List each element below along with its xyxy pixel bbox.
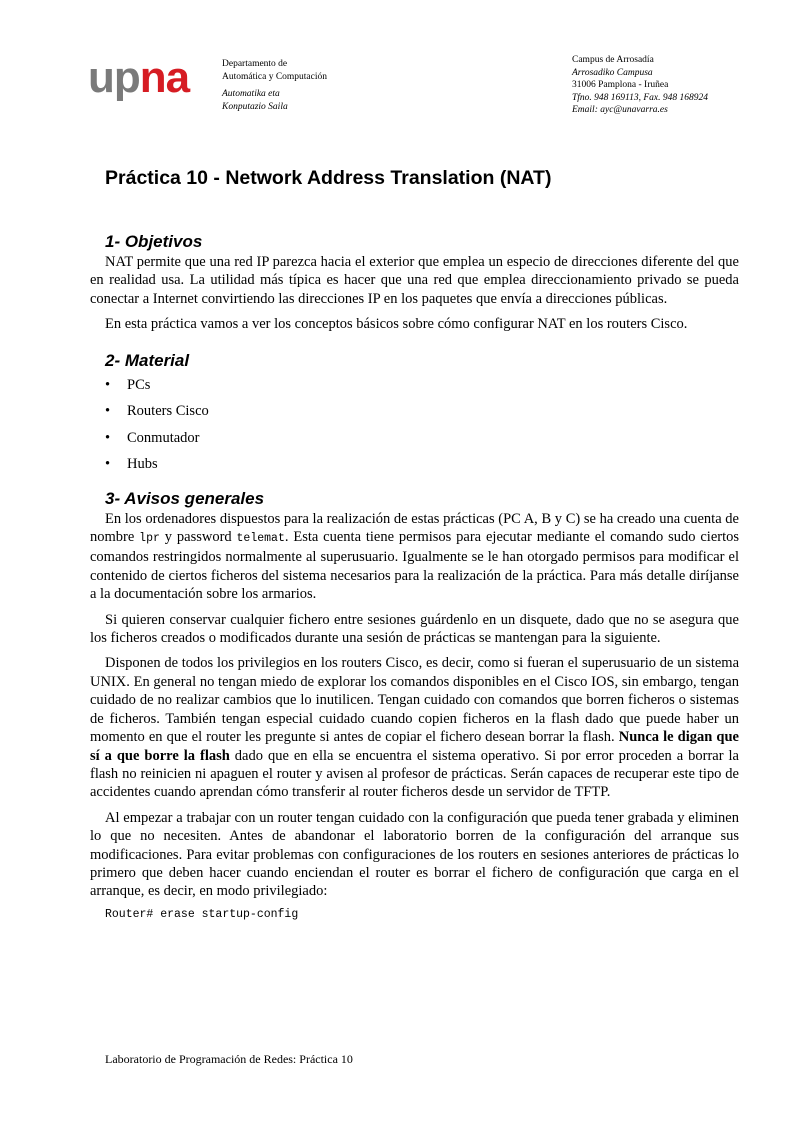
section-heading-material: 2- Material <box>105 350 190 370</box>
paragraph: En los ordenadores dispuestos para la realización de estas prácticas (PC A, B y C) se ha creado una cuenta de nombre lpr y password telemat. Esta cuenta tiene permisos para ejecutar mediante el comando sudo ciertos comandos restringidos normalmente al superusuario. Igualmente se le han otorgado permisos para modificar el contenido de ciertos ficheros del sistema necesarios para la realización de la práctica. Para más detalle diríjanse a la documentación sobre los armarios. <box>90 510 740 603</box>
paragraph: Si quieren conservar cualquier fichero entre sesiones guárdenlo en un disquete, dado que no se asegura que los ficheros creados o modificados durante una sesión de prácticas se mantengan para la siguiente. <box>90 611 739 647</box>
password-code: telemat <box>236 532 285 546</box>
paragraph: Disponen de todos los privilegios en los routers Cisco, es decir, como si fueran el superusuario de un sistema UNIX. En general no tengan miedo de explorar los comandos disponibles en el Cisco IOS, sin embargo, tengan cuidado de no realizar cambios que lo inutilicen. Tengan cuidado con comandos que borren ficheros o sistemas de ficheros. También tengan especial cuidado cuando copien ficheros en la flash dado que puede haber un momento en que el router les pregunte si antes de copiar el fichero desean borrar la flash. Nunca le digan que sí a que borre la flash dado que en ella se encuentra el sistema operativo. Si por error proceden a borrar la flash no reinicien ni apaguen el router y avisen al profesor de prácticas. Serán capaces de recuperar este tipo de accidentes cuando aprendan cómo transferir al router ficheros desde un servidor de TFTP. <box>90 655 739 801</box>
warning-text: Nunca le digan que sí a que borre la flash <box>90 729 739 764</box>
campus-line: Tfno. 948 169113, Fax. 948 168924 <box>572 92 708 103</box>
dept-line: Konputazio Saila <box>222 101 288 112</box>
paragraph: NAT permite que una red IP parezca hacia el exterior que emplea un especio de direcciones diferente del que en realidad usa. La utilidad más típica es hacer que una red que emplea direccionamiento privado se pueda conectar a Internet convirtiendo las direcciones IP en los paquetes que envía a direcciones públicas. <box>90 254 739 307</box>
page-header <box>0 52 793 122</box>
document-body <box>90 165 740 923</box>
campus-line: Campus de Arrosadía <box>572 55 654 65</box>
material-list <box>105 372 739 478</box>
dept-line: Automática y Computación <box>222 71 328 82</box>
logo-wordmark: upna <box>88 53 190 102</box>
code-line: Router# erase startup-config <box>105 907 299 921</box>
campus-line: Arrosadiko Campusa <box>572 67 653 78</box>
dept-line: Automatika eta <box>222 89 280 99</box>
campus-info <box>572 54 708 117</box>
section-heading-avisos: 3- Avisos generales <box>105 488 265 508</box>
campus-line: Email: ayc@unavarra.es <box>572 105 668 115</box>
campus-line: 31006 Pamplona - Iruñea <box>572 80 669 90</box>
upna-logo <box>88 53 203 117</box>
list-item: • Routers Cisco <box>105 403 209 420</box>
paragraph: Al empezar a trabajar con un router tengan cuidado con la configuración que pueda tener grabada y eliminen lo que no necesiten. Antes de abandonar el laboratorio borren de la configuración del arranque sus modificaciones. Para evitar problemas con configuraciones de los routers en sesiones anteriores de prácticas lo primero que deben hacer cuando enciendan el router es borrar el fichero de configuración que carga en el arranque, es decir, en modo privilegiado: <box>90 809 739 900</box>
page-title: Práctica 10 - Network Address Translation (NAT) <box>105 167 552 189</box>
list-item: • PCs <box>105 376 151 393</box>
list-item: • Hubs <box>105 456 158 473</box>
page-footer: Laboratorio de Programación de Redes: Práctica 10 <box>105 1052 353 1066</box>
section-heading-objetivos: 1- Objetivos <box>105 232 203 251</box>
list-item: • Conmutador <box>105 429 200 446</box>
dept-line: Departamento de <box>222 59 288 69</box>
username-code: lpr <box>139 532 160 546</box>
paragraph: En esta práctica vamos a ver los conceptos básicos sobre cómo configurar NAT en los routers Cisco. <box>105 316 688 333</box>
department-info <box>222 58 327 113</box>
